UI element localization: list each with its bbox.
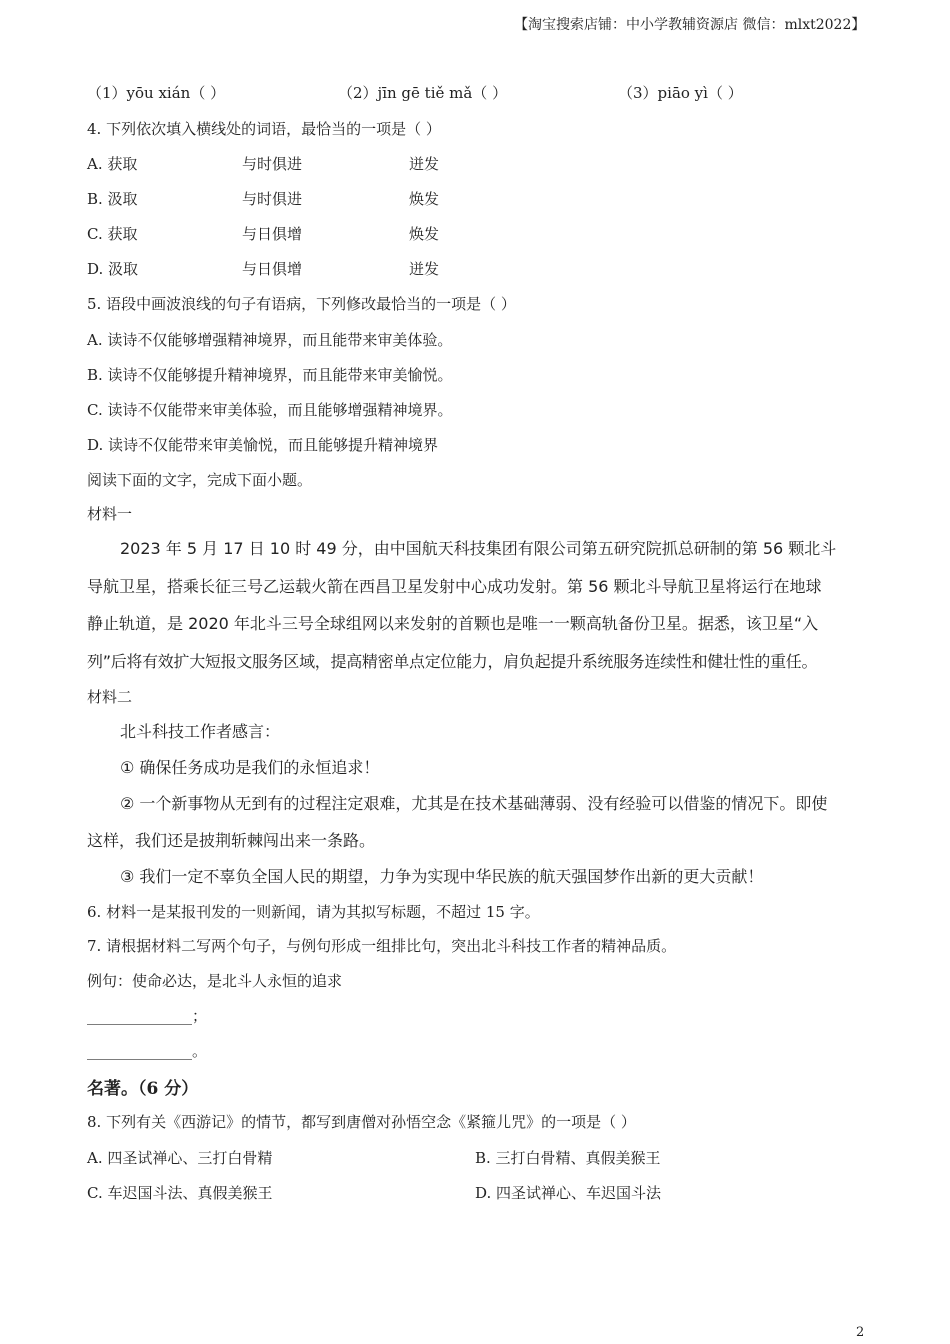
page-header: 【淘宝搜索店铺：中小学教辅资源店 微信：mlxt2022】 [514,17,866,33]
reading-intro: 阅读下面的文字，完成下面小题。 [87,471,313,489]
material-2-intro: 北斗科技工作者感言： [120,722,281,741]
q5-option-b: B. 读诗不仅能够提升精神境界，而且能带来审美愉悦。 [87,366,453,384]
q5-option-c: C. 读诗不仅能带来审美体验，而且能够增强精神境界。 [87,401,453,419]
material-1-line-4: 列”后将有效扩大短报文服务区域，提高精密单点定位能力，肩负起提升系统服务连续性和健壮性的重任。 [87,652,818,671]
material-2-item-3: ③ 我们一定不辜负全国人民的期望，力争为实现中华民族的航天强国梦作出新的更大贡献！ [120,867,764,886]
q4-option-d-word3: 迸发 [409,260,440,278]
q4-option-c-word2: 与日俱增 [242,225,303,243]
q8-option-d: D. 四圣试禅心、车迟国斗法 [475,1184,662,1202]
q4-option-a: A. 获取 [87,155,138,173]
material-1-line-2: 导航卫星，搭乘长征三号乙运载火箭在西昌卫星发射中心成功发射。第 56 颗北斗导航卫星将运行在地球 [87,577,822,596]
material-2-item-1: ① 确保任务成功是我们的永恒追求！ [120,758,380,777]
pinyin-item-3: （3）piāo yì（ ） [618,84,743,102]
q4-option-c-word3: 焕发 [409,225,440,243]
material-2-item-2-line-1: ② 一个新事物从无到有的过程注定艰难，尤其是在技术基础薄弱、没有经验可以借鉴的情况下。即使 [120,794,828,813]
q8-option-a: A. 四圣试禅心、三打白骨精 [87,1149,273,1167]
q4-option-b-word2: 与时俱进 [242,190,303,208]
material-2-item-2-line-2: 这样，我们还是披荆斩棘闯出来一条路。 [87,831,376,850]
answer-blank-1: ______________； [87,1007,208,1025]
q4-option-b-word3: 焕发 [409,190,440,208]
material-1-line-3: 静止轨道，是 2020 年北斗三号全球组网以来发射的首颗也是唯一一颗高轨备份卫星。据悉，该卫星“入 [87,614,819,633]
example-sentence: 例句：使命必达，是北斗人永恒的追求 [87,972,343,990]
question-6: 6. 材料一是某报刊发的一则新闻，请为其拟写标题，不超过 15 字。 [87,903,540,921]
section-heading: 名著。（6 分） [87,1079,199,1099]
question-8-stem: 8. 下列有关《西游记》的情节，都写到唐僧对孙悟空念《紧箍儿咒》的一项是（ ） [87,1113,636,1131]
q4-option-b: B. 汲取 [87,190,138,208]
pinyin-item-1: （1）yōu xián（ ） [87,84,226,102]
question-4-stem: 4. 下列依次填入横线处的词语，最恰当的一项是（ ） [87,120,441,138]
q4-option-c: C. 获取 [87,225,138,243]
q4-option-a-word3: 迸发 [409,155,440,173]
question-7: 7. 请根据材料二写两个句子，与例句形成一组排比句，突出北斗科技工作者的精神品质。 [87,937,677,955]
q4-option-a-word2: 与时俱进 [242,155,303,173]
q5-option-a: A. 读诗不仅能够增强精神境界，而且能带来审美体验。 [87,331,453,349]
pinyin-item-2: （2）jīn gē tiě mǎ（ ） [338,84,508,102]
question-5-stem: 5. 语段中画波浪线的句子有语病，下列修改最恰当的一项是（ ） [87,295,516,313]
q8-option-c: C. 车迟国斗法、真假美猴王 [87,1184,273,1202]
q4-option-d: D. 汲取 [87,260,139,278]
material-2-title: 材料二 [87,688,133,706]
q5-option-d: D. 读诗不仅能带来审美愉悦，而且能够提升精神境界 [87,436,439,454]
page-number: 2 [856,1325,865,1340]
q4-option-d-word2: 与日俱增 [242,260,303,278]
answer-blank-2: ______________。 [87,1042,208,1060]
material-1-line-1: 2023 年 5 月 17 日 10 时 49 分，由中国航天科技集团有限公司第五研究院抓总研制的第 56 颗北斗 [120,539,837,558]
q8-option-b: B. 三打白骨精、真假美猴王 [475,1149,661,1167]
material-1-title: 材料一 [87,505,133,523]
